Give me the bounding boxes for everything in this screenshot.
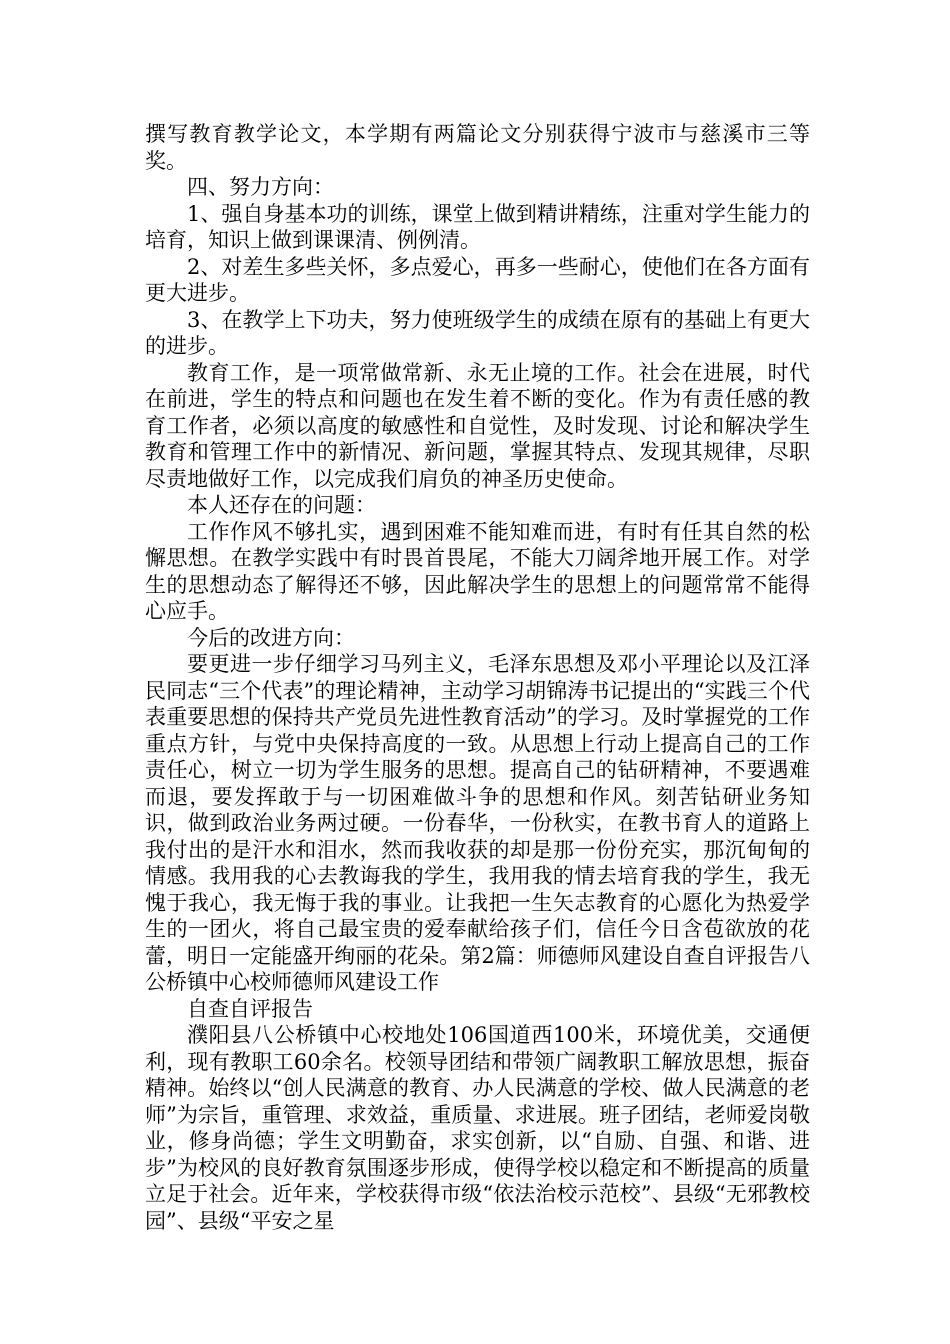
paragraph-problems: 工作作风不够扎实，遇到困难不能知难而进，有时有任其自然的松懈思想。在教学实践中有时畏首畏尾，不能大刀阔斧地开展工作。对学生的思想动态了解得还不够，因此解决学生的思想上的问题常常不能得心应手。 — [145, 519, 810, 623]
heading-improvement-direction: 今后的改进方向： — [187, 625, 355, 650]
paragraph-education-work: 教育工作，是一项常做常新、永无止境的工作。社会在进展，时代在前进，学生的特点和问题也在发生着不断的变化。作为有责任感的教育工作者，必须以高度的敏感性和自觉性，及时发现、讨论和解决学生教育和管理工作中的新情况、新问题，掌握其特点、发现其规律，尽职尽责地做好工作，以完成我们肩负的神圣历史使命。 — [145, 360, 810, 491]
list-item-care-for-students: 2、对差生多些关怀，多点爱心，再多一些耐心，使他们在各方面有更大进步。 — [145, 254, 810, 305]
document-page — [145, 121, 810, 1234]
list-item-basic-skills: 1、强自身基本功的训练，课堂上做到精讲精练，注重对学生能力的培育，知识上做到课课清、例例清。 — [145, 201, 810, 252]
paragraph-paper-awards: 撰写教育教学论文，本学期有两篇论文分别获得宁波市与慈溪市三等奖。 — [145, 122, 810, 173]
list-item-teaching-effort: 3、在教学上下功夫，努力使班级学生的成绩在原有的基础上有更大的进步。 — [145, 307, 810, 358]
heading-self-assessment-report: 自查自评报告 — [187, 996, 313, 1021]
paragraph-school-overview: 濮阳县八公桥镇中心校地处106国道西100米，环境优美，交通便利，现有教职工60余名。校领导团结和带领广阔教职工解放思想，振奋精神。始终以“创人民满意的教育、办人民满意的学校、做人民满意的老师”为宗旨，重管理、求效益，重质量、求进展。班子团结，老师爱岗敬业，修身尚德；学生文明勤奋，求实创新，以“自励、自强、和谐、进步”为校风的良好教育氛围逐步形成，使得学校以稳定和不断提高的质量立足于社会。近年来，学校获得市级“依法治校示范校”、县级“无邪教校园”、县级“平安之星 — [145, 1023, 810, 1233]
heading-effort-direction: 四、努力方向： — [187, 175, 334, 199]
heading-existing-problems: 本人还存在的问题： — [187, 493, 376, 517]
paragraph-improvement: 要更进一步仔细学习马列主义，毛泽东思想及邓小平理论以及江泽民同志“三个代表”的理论精神，主动学习胡锦涛书记提出的“实践三个代表重要思想的保持共产党员先进性教育活动”的学习。及时掌握党的工作重点方针，与党中央保持高度的一致。从思想上行动上提高自己的工作责任心，树立一切为学生服务的思想。提高自己的钻研精神，不要遇难而退，要发挥敢于与一切困难做斗争的思想和作风。刻苦钻研业务知识，做到政治业务两过硬。一份春华，一份秋实，在教书育人的道路上我付出的是汗水和泪水，然而我收获的却是那一份份充实，那沉甸甸的情感。我用我的心去教诲我的学生，我用我的情去培育我的学生，我无愧于我心，我无悔于我的事业。让我把一生矢志教育的心愿化为热爱学生的一团火，将自己最宝贵的爱奉献给孩子们，信任今日含苞欲放的花蕾，明日一定能盛开绚丽的花朵。第2篇：师德师风建设自查自评报告八公桥镇中心校师德师风建设工作 — [145, 652, 810, 994]
